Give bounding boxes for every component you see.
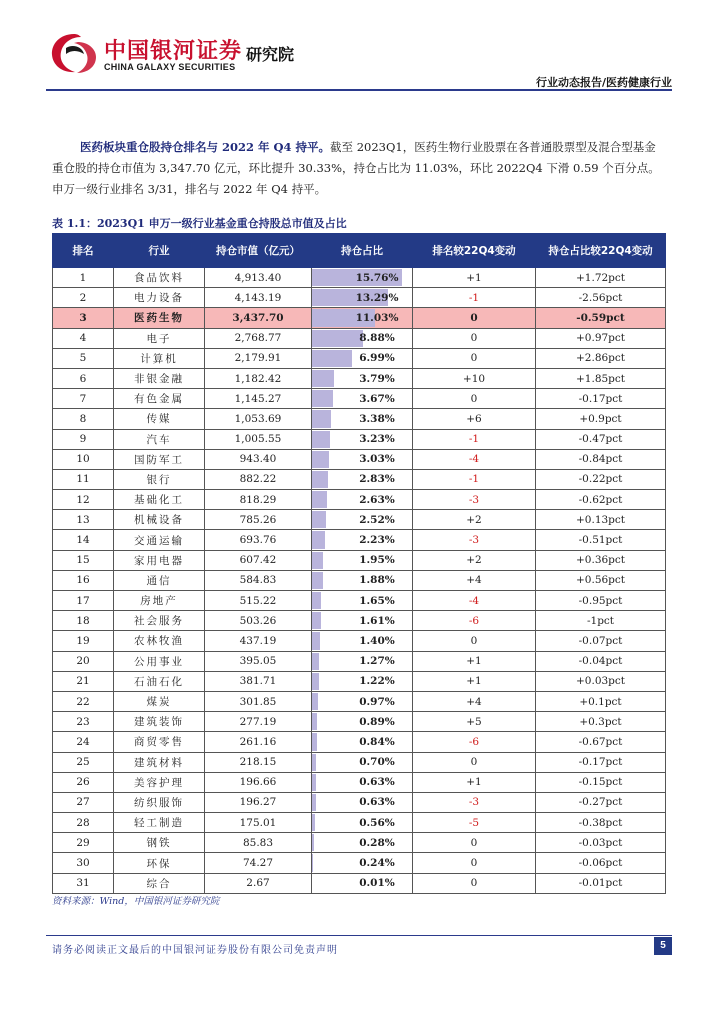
cell-share-change: +0.03pct [536, 671, 666, 691]
cell-share [312, 833, 413, 853]
share-value: 0.70% [359, 756, 395, 769]
cell-industry: 纺织服饰 [114, 792, 205, 812]
cell-value: 1,145.27 [205, 389, 312, 409]
cell-rank: 1 [53, 268, 114, 288]
share-bar [312, 592, 321, 609]
table-row [53, 833, 666, 853]
cell-value: 1,182.42 [205, 368, 312, 388]
cell-value: 943.40 [205, 449, 312, 469]
share-bar [312, 814, 315, 831]
source-note: 资料来源：Wind，中国银河证券研究院 [52, 896, 220, 907]
cell-value: 2,179.91 [205, 348, 312, 368]
cell-rank-change: +10 [413, 368, 536, 388]
cell-industry: 建筑装饰 [114, 712, 205, 732]
cell-share-change: +0.36pct [536, 550, 666, 570]
table-row [53, 792, 666, 812]
cell-value: 818.29 [205, 490, 312, 510]
header-value: 持仓市值（亿元） [205, 234, 312, 268]
intro-paragraph [52, 137, 662, 200]
cell-rank: 2 [53, 288, 114, 308]
share-value: 6.99% [359, 352, 395, 365]
share-bar [312, 693, 318, 710]
cell-rank: 9 [53, 429, 114, 449]
cell-rank: 15 [53, 550, 114, 570]
table-row [53, 591, 666, 611]
cell-share [312, 308, 413, 328]
cell-rank-change: -3 [413, 490, 536, 510]
cell-share-change: -0.95pct [536, 591, 666, 611]
cell-rank: 16 [53, 570, 114, 590]
cell-share-change: -0.67pct [536, 732, 666, 752]
table-row [53, 348, 666, 368]
page-number: 5 [654, 937, 672, 955]
cell-rank: 24 [53, 732, 114, 752]
cell-rank: 27 [53, 792, 114, 812]
cell-value: 2.67 [205, 873, 312, 893]
cell-share [312, 268, 413, 288]
cell-share-change: -0.01pct [536, 873, 666, 893]
cell-industry: 建筑材料 [114, 752, 205, 772]
share-value: 2.83% [359, 473, 395, 486]
share-value: 0.89% [359, 715, 395, 728]
share-bar [312, 491, 327, 508]
cell-value: 1,005.55 [205, 429, 312, 449]
header-divider [46, 89, 672, 91]
share-value: 0.28% [359, 836, 395, 849]
cell-share-change: -0.15pct [536, 772, 666, 792]
intro-body: 截至 2023Q1，医药生物行业股票在各普通股票型及混合型基金重仓股的持仓市值为 3,347.70 亿元，环比提升 30.33%，持仓占比为 11.03%，环比 2022Q4 下滑 0.59 个百分点。申万一级行业排名 3/31，排名与 2022 年 Q4 持平。 [52, 140, 660, 196]
cell-rank: 4 [53, 328, 114, 348]
cell-share-change: -2.56pct [536, 288, 666, 308]
cell-value: 1,053.69 [205, 409, 312, 429]
table-row [53, 268, 666, 288]
cell-share [312, 469, 413, 489]
cell-share-change: +0.56pct [536, 570, 666, 590]
cell-rank: 7 [53, 389, 114, 409]
table-row [53, 671, 666, 691]
cell-rank: 26 [53, 772, 114, 792]
cell-value: 4,143.19 [205, 288, 312, 308]
cell-industry: 非银金融 [114, 368, 205, 388]
cell-rank-change: +4 [413, 570, 536, 590]
cell-industry: 家用电器 [114, 550, 205, 570]
cell-industry: 汽车 [114, 429, 205, 449]
cell-share-change: +1.72pct [536, 268, 666, 288]
cell-rank: 29 [53, 833, 114, 853]
cell-rank-change: -1 [413, 288, 536, 308]
cell-share-change: +1.85pct [536, 368, 666, 388]
share-bar [312, 612, 321, 629]
share-value: 0.01% [359, 877, 395, 890]
table-row [53, 813, 666, 833]
cell-rank-change: -4 [413, 591, 536, 611]
table-row [53, 873, 666, 893]
cell-rank-change: 0 [413, 853, 536, 873]
table-row [53, 368, 666, 388]
cell-rank: 30 [53, 853, 114, 873]
share-bar [312, 834, 314, 851]
cell-share-change: -0.22pct [536, 469, 666, 489]
cell-rank-change: -6 [413, 732, 536, 752]
share-value: 2.63% [359, 493, 395, 506]
cell-share-change: -1pct [536, 611, 666, 631]
table-row [53, 469, 666, 489]
table-row [53, 631, 666, 651]
table-row [53, 490, 666, 510]
cell-industry: 社会服务 [114, 611, 205, 631]
institute-label: 研究院 [246, 45, 295, 64]
cell-rank-change: -5 [413, 813, 536, 833]
share-value: 1.27% [359, 655, 395, 668]
header-share: 持仓占比 [312, 234, 413, 268]
share-value: 3.23% [359, 433, 395, 446]
cell-industry: 通信 [114, 570, 205, 590]
cell-share-change: +0.3pct [536, 712, 666, 732]
share-value: 1.95% [359, 554, 395, 567]
cell-industry: 电力设备 [114, 288, 205, 308]
share-bar [312, 673, 319, 690]
share-bar [312, 451, 329, 468]
cell-industry: 食品饮料 [114, 268, 205, 288]
header-rank-change: 排名较22Q4变动 [413, 234, 536, 268]
cell-industry: 农林牧渔 [114, 631, 205, 651]
cell-rank: 23 [53, 712, 114, 732]
cell-share [312, 429, 413, 449]
cell-rank: 19 [53, 631, 114, 651]
share-bar [312, 531, 325, 548]
table-row [53, 449, 666, 469]
cell-value: 693.76 [205, 530, 312, 550]
cell-industry: 交通运输 [114, 530, 205, 550]
cell-share [312, 348, 413, 368]
cell-rank: 25 [53, 752, 114, 772]
share-value: 11.03% [355, 311, 399, 324]
cell-share [312, 671, 413, 691]
table-row [53, 772, 666, 792]
table-row [53, 732, 666, 752]
cell-share [312, 631, 413, 651]
cell-value: 515.22 [205, 591, 312, 611]
cell-rank: 13 [53, 510, 114, 530]
cell-rank-change: 0 [413, 389, 536, 409]
cell-rank-change: 0 [413, 328, 536, 348]
cell-rank-change: +4 [413, 691, 536, 711]
cell-industry: 环保 [114, 853, 205, 873]
share-value: 0.84% [359, 735, 395, 748]
share-value: 1.88% [359, 574, 395, 587]
cell-rank-change: +1 [413, 268, 536, 288]
cell-rank: 20 [53, 651, 114, 671]
share-bar [312, 713, 317, 730]
cell-rank: 14 [53, 530, 114, 550]
share-value: 2.52% [359, 513, 395, 526]
cell-share [312, 530, 413, 550]
cell-share-change: +0.1pct [536, 691, 666, 711]
galaxy-logo-icon [48, 30, 100, 76]
table-header-row [53, 234, 666, 268]
cell-industry: 轻工制造 [114, 813, 205, 833]
cell-value: 785.26 [205, 510, 312, 530]
cell-share-change: +2.86pct [536, 348, 666, 368]
cell-share [312, 873, 413, 893]
cell-value: 85.83 [205, 833, 312, 853]
cell-rank-change: -1 [413, 469, 536, 489]
cell-share-change: -0.59pct [536, 308, 666, 328]
disclaimer: 请务必阅读正文最后的中国银河证券股份有限公司免责声明 [52, 945, 338, 956]
cell-share [312, 510, 413, 530]
cell-share-change: -0.47pct [536, 429, 666, 449]
cell-industry: 计算机 [114, 348, 205, 368]
cell-share [312, 792, 413, 812]
cell-share [312, 691, 413, 711]
cell-rank: 28 [53, 813, 114, 833]
cell-share [312, 772, 413, 792]
cell-industry: 公用事业 [114, 651, 205, 671]
cell-share [312, 288, 413, 308]
cell-share [312, 490, 413, 510]
table-row [53, 530, 666, 550]
cell-value: 503.26 [205, 611, 312, 631]
cell-rank: 8 [53, 409, 114, 429]
cell-rank: 18 [53, 611, 114, 631]
cell-rank-change: 0 [413, 631, 536, 651]
share-bar [312, 733, 317, 750]
cell-share [312, 611, 413, 631]
share-value: 1.40% [359, 634, 395, 647]
cell-industry: 银行 [114, 469, 205, 489]
brand-name-cn: 中国银河证券 [104, 39, 243, 64]
cell-share [312, 449, 413, 469]
cell-share-change: -0.51pct [536, 530, 666, 550]
cell-value: 4,913.40 [205, 268, 312, 288]
header-share-change: 持仓占比较22Q4变动 [536, 234, 666, 268]
cell-share [312, 813, 413, 833]
table-row [53, 611, 666, 631]
footer-divider [46, 935, 672, 936]
cell-share-change: -0.38pct [536, 813, 666, 833]
table-row [53, 409, 666, 429]
cell-share-change: -0.06pct [536, 853, 666, 873]
cell-rank: 10 [53, 449, 114, 469]
share-value: 1.65% [359, 594, 395, 607]
share-bar [312, 653, 319, 670]
cell-share-change: -0.17pct [536, 389, 666, 409]
share-value: 1.22% [359, 675, 395, 688]
table-row [53, 691, 666, 711]
cell-rank-change: -3 [413, 792, 536, 812]
cell-rank: 17 [53, 591, 114, 611]
cell-value: 3,437.70 [205, 308, 312, 328]
table-row [53, 308, 666, 328]
table-row [53, 712, 666, 732]
cell-industry: 医药生物 [114, 308, 205, 328]
cell-rank: 11 [53, 469, 114, 489]
cell-share [312, 328, 413, 348]
cell-share-change: +0.97pct [536, 328, 666, 348]
share-bar [312, 754, 316, 771]
cell-share-change: -0.27pct [536, 792, 666, 812]
cell-rank-change: +1 [413, 772, 536, 792]
cell-rank: 5 [53, 348, 114, 368]
cell-rank-change: +2 [413, 510, 536, 530]
share-value: 0.56% [359, 816, 395, 829]
cell-value: 261.16 [205, 732, 312, 752]
table-body [53, 268, 666, 894]
cell-industry: 钢铁 [114, 833, 205, 853]
cell-value: 381.71 [205, 671, 312, 691]
cell-industry: 国防军工 [114, 449, 205, 469]
cell-share-change: -0.03pct [536, 833, 666, 853]
report-type: 行业动态报告/医药健康行业 [535, 76, 672, 89]
cell-rank-change: 0 [413, 833, 536, 853]
cell-share-change: -0.07pct [536, 631, 666, 651]
share-value: 3.79% [359, 372, 395, 385]
cell-rank-change: 0 [413, 308, 536, 328]
cell-value: 882.22 [205, 469, 312, 489]
cell-share [312, 409, 413, 429]
table-row [53, 328, 666, 348]
cell-rank: 12 [53, 490, 114, 510]
cell-industry: 机械设备 [114, 510, 205, 530]
cell-industry: 石油石化 [114, 671, 205, 691]
cell-rank-change: +1 [413, 671, 536, 691]
cell-industry: 商贸零售 [114, 732, 205, 752]
cell-share [312, 853, 413, 873]
cell-share-change: -0.04pct [536, 651, 666, 671]
cell-industry: 基础化工 [114, 490, 205, 510]
cell-value: 2,768.77 [205, 328, 312, 348]
cell-rank: 31 [53, 873, 114, 893]
cell-share [312, 550, 413, 570]
cell-share [312, 368, 413, 388]
cell-share [312, 712, 413, 732]
cell-industry: 煤炭 [114, 691, 205, 711]
share-bar [312, 471, 328, 488]
table-title: 表 1.1：2023Q1 申万一级行业基金重仓持股总市值及占比 [52, 217, 347, 230]
cell-rank-change: -3 [413, 530, 536, 550]
cell-rank-change: +5 [413, 712, 536, 732]
cell-share [312, 591, 413, 611]
share-value: 0.24% [359, 857, 395, 870]
cell-industry: 电子 [114, 328, 205, 348]
share-value: 8.88% [359, 332, 395, 345]
intro-lead: 医药板块重仓股持仓排名与 2022 年 Q4 持平。 [80, 140, 331, 154]
cell-value: 584.83 [205, 570, 312, 590]
table-row [53, 429, 666, 449]
cell-rank-change: -4 [413, 449, 536, 469]
share-bar [312, 511, 326, 528]
cell-share [312, 389, 413, 409]
cell-industry: 房地产 [114, 591, 205, 611]
table-row [53, 510, 666, 530]
cell-share [312, 651, 413, 671]
table-row [53, 288, 666, 308]
cell-rank-change: 0 [413, 752, 536, 772]
cell-industry: 综合 [114, 873, 205, 893]
table-row [53, 651, 666, 671]
share-value: 3.67% [359, 392, 395, 405]
cell-industry: 有色金属 [114, 389, 205, 409]
cell-rank-change: -1 [413, 429, 536, 449]
cell-rank-change: +1 [413, 651, 536, 671]
share-bar [312, 572, 323, 589]
share-bar [312, 431, 330, 448]
cell-rank: 22 [53, 691, 114, 711]
cell-rank: 6 [53, 368, 114, 388]
brand-name-en: CHINA GALAXY SECURITIES [104, 62, 236, 72]
share-bar [312, 632, 320, 649]
share-value: 3.03% [359, 453, 395, 466]
cell-value: 437.19 [205, 631, 312, 651]
industry-holdings-table [52, 233, 666, 894]
cell-value: 395.05 [205, 651, 312, 671]
share-value: 15.76% [355, 271, 399, 284]
cell-share-change: -0.17pct [536, 752, 666, 772]
share-value: 1.61% [359, 614, 395, 627]
cell-rank: 3 [53, 308, 114, 328]
cell-share [312, 732, 413, 752]
cell-share [312, 752, 413, 772]
share-value: 0.63% [359, 776, 395, 789]
share-bar [312, 794, 316, 811]
table-row [53, 550, 666, 570]
share-value: 0.97% [359, 695, 395, 708]
cell-value: 277.19 [205, 712, 312, 732]
table-row [53, 853, 666, 873]
cell-rank: 21 [53, 671, 114, 691]
cell-share-change: -0.62pct [536, 490, 666, 510]
share-bar [312, 552, 323, 569]
cell-value: 218.15 [205, 752, 312, 772]
cell-value: 74.27 [205, 853, 312, 873]
cell-share-change: +0.9pct [536, 409, 666, 429]
cell-share [312, 570, 413, 590]
share-value: 3.38% [359, 412, 395, 425]
table-row [53, 570, 666, 590]
cell-industry: 美容护理 [114, 772, 205, 792]
cell-value: 301.85 [205, 691, 312, 711]
cell-share-change: +0.13pct [536, 510, 666, 530]
share-value: 2.23% [359, 534, 395, 547]
header-industry: 行业 [114, 234, 205, 268]
share-value: 0.63% [359, 796, 395, 809]
cell-value: 196.66 [205, 772, 312, 792]
cell-value: 607.42 [205, 550, 312, 570]
cell-rank-change: +2 [413, 550, 536, 570]
cell-rank-change: 0 [413, 873, 536, 893]
cell-rank-change: +6 [413, 409, 536, 429]
cell-value: 175.01 [205, 813, 312, 833]
cell-share-change: -0.84pct [536, 449, 666, 469]
header-rank: 排名 [53, 234, 114, 268]
share-bar [312, 774, 316, 791]
share-value: 13.29% [355, 291, 399, 304]
cell-rank-change: 0 [413, 348, 536, 368]
cell-value: 196.27 [205, 792, 312, 812]
table-row [53, 752, 666, 772]
share-bar [312, 854, 313, 871]
cell-industry: 传媒 [114, 409, 205, 429]
table-row [53, 389, 666, 409]
cell-rank-change: -6 [413, 611, 536, 631]
